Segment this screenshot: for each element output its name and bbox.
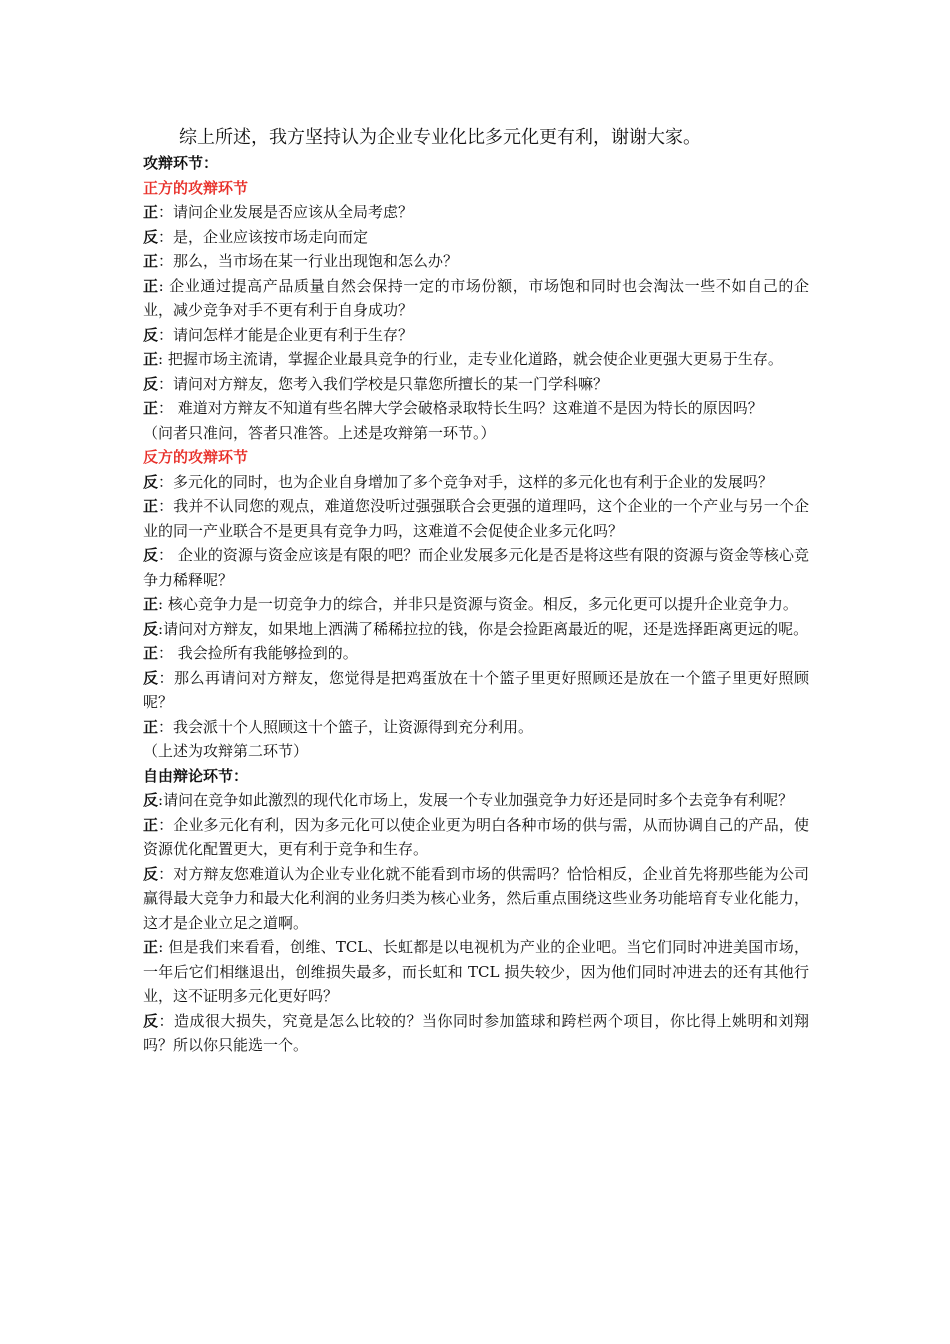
speaker-label: 反 (143, 668, 159, 687)
dialogue-text: ：那么，当市场在某一行业出现饱和怎么办？ (158, 252, 459, 270)
dialogue-text: ：是，企业应该按市场走向而定 (158, 227, 369, 246)
speaker-label: 反 (143, 1011, 159, 1030)
speaker-label: 正 (143, 276, 159, 295)
dialogue-text: ：造成很大损失，究竟是怎么比较的？当你同时参加篮球和跨栏两个项目，你比得上姚明和刘翔吗？所以你只能选一个。 (143, 1011, 809, 1054)
dialogue-line (143, 788, 809, 813)
dialogue-text: ：我并不认同您的观点，难道您没听过强强联合会更强的道理吗，这个企业的一个产业与另一个企业的同一产业联合不是更具有竞争力吗，这难道不会促使企业多元化吗？ (143, 497, 809, 540)
dialogue-line (143, 935, 809, 1009)
speaker-label: 反 (143, 864, 159, 883)
speaker-label: 反 (143, 791, 159, 809)
free-dialogue (143, 788, 809, 1058)
con-round-note: （上述为攻辩第二环节） (143, 742, 309, 760)
dialogue-text: ：多元化的同时，也为企业自身增加了多个竞争对手，这样的多元化也有利于企业的发展吗？ (158, 472, 774, 491)
dialogue-text: ：请问怎样才能是企业更有利于生存？ (158, 325, 414, 344)
free-debate-heading: 自由辩论环节： (143, 766, 249, 785)
dialogue-text: ：对方辩友您难道认为企业专业化就不能看到市场的供需吗？恰恰相反，企业首先将那些能为公司赢得最大竞争力和最大化利润的业务归类为核心业务，然后重点围绕这些业务功能培育专业化能力，这才是企业立足之道啊。 (143, 864, 809, 932)
dialogue-text: ： 难道对方辩友不知道有些名牌大学会破格录取特长生吗？这难道不是因为特长的原因吗？ (158, 399, 763, 417)
dialogue-line (143, 543, 809, 592)
dialogue-line (143, 225, 809, 250)
speaker-label: 反 (143, 619, 159, 638)
dialogue-line (143, 862, 809, 936)
document-body (143, 125, 809, 1058)
dialogue-line (143, 494, 809, 543)
speaker-label: 反 (143, 227, 159, 246)
closing-statement: 综上所述，我方坚持认为企业专业化比多元化更有利，谢谢大家。 (179, 127, 701, 148)
speaker-label: 反 (143, 325, 159, 344)
section-heading-attack: 攻辩环节： (143, 154, 219, 172)
dialogue-text: : 核心竞争力是一切竞争力的综合，并非只是资源与资金。相反，多元化更可以提升企业竞争力。 (158, 595, 798, 613)
speaker-label: 正 (143, 644, 159, 662)
dialogue-text: : 把握市场主流请，掌握企业最具竞争的行业，走专业化道路，就会使企业更强大更易于生存。 (158, 350, 783, 368)
dialogue-line (143, 470, 809, 495)
dialogue-line (143, 347, 809, 372)
dialogue-text: ：那么再请问对方辩友，您觉得是把鸡蛋放在十个篮子里更好照顾还是放在一个篮子里更好照顾呢？ (143, 668, 809, 711)
dialogue-text: ：请问对方辩友，您考入我们学校是只靠您所擅长的某一门学科嘛？ (158, 374, 609, 393)
dialogue-text: :请问在竞争如此激烈的现代化市场上，发展一个专业加强竞争力好还是同时多个去竞争有利呢？ (158, 791, 794, 809)
speaker-label: 正 (143, 203, 159, 221)
dialogue-line (143, 396, 809, 421)
dialogue-line (143, 372, 809, 397)
speaker-label: 反 (143, 472, 159, 491)
speaker-label: 反 (143, 546, 159, 564)
dialogue-text: ：企业多元化有利，因为多元化可以使企业更为明白各种市场的供与需，从而协调自己的产品，使资源优化配置更大，更有利于竞争和生存。 (143, 815, 809, 858)
dialogue-line (143, 641, 809, 666)
pro-attack-heading: 正方的攻辩环节 (143, 178, 249, 197)
dialogue-line (143, 592, 809, 617)
dialogue-text: ： 我会捡所有我能够捡到的。 (158, 644, 358, 662)
speaker-label: 正 (143, 252, 159, 270)
speaker-label: 正 (143, 717, 159, 736)
speaker-label: 正 (143, 497, 159, 515)
dialogue-text: ： 企业的资源与资金应该是有限的吧？而企业发展多元化是否是将这些有限的资源与资金等核心竞争力稀释呢？ (143, 546, 809, 589)
pro-round-note: （问者只准问，答者只准答。上述是攻辩第一环节。） (143, 423, 496, 442)
dialogue-line (143, 200, 809, 225)
con-attack-heading: 反方的攻辩环节 (143, 448, 249, 466)
dialogue-line (143, 813, 809, 862)
dialogue-line (143, 323, 809, 348)
pro-dialogue (143, 200, 809, 421)
dialogue-line (143, 617, 809, 642)
dialogue-text: :请问对方辩友，如果地上洒满了稀稀拉拉的钱，你是会捡距离最近的呢，还是选择距离更远的呢。 (158, 619, 809, 638)
dialogue-text: : 企业通过提高产品质量自然会保持一定的市场份额，市场饱和同时也会淘汰一些不如自己的企业，减少竞争对手不更有利于自身成功？ (143, 276, 809, 319)
dialogue-text: : 但是我们来看看，创维、TCL、长虹都是以电视机为产业的企业吧。当它们同时冲进美国市场，一年后它们相继退出，创维损失最多，而长虹和 TCL 损失较少，因为他们同时冲进去的还有其他行业，这不证明多元化更好吗？ (143, 938, 809, 1005)
dialogue-line (143, 1009, 809, 1058)
con-dialogue (143, 470, 809, 740)
dialogue-line (143, 715, 809, 740)
speaker-label: 正 (143, 815, 159, 834)
speaker-label: 正 (143, 595, 159, 613)
speaker-label: 反 (143, 374, 159, 393)
dialogue-text: ：请问企业发展是否应该从全局考虑？ (158, 203, 414, 221)
dialogue-line (143, 249, 809, 274)
dialogue-line (143, 666, 809, 715)
speaker-label: 正 (143, 399, 159, 417)
speaker-label: 正 (143, 350, 159, 368)
dialogue-line (143, 274, 809, 323)
dialogue-text: ：我会派十个人照顾这十个篮子，让资源得到充分利用。 (158, 717, 534, 736)
speaker-label: 正 (143, 938, 159, 956)
